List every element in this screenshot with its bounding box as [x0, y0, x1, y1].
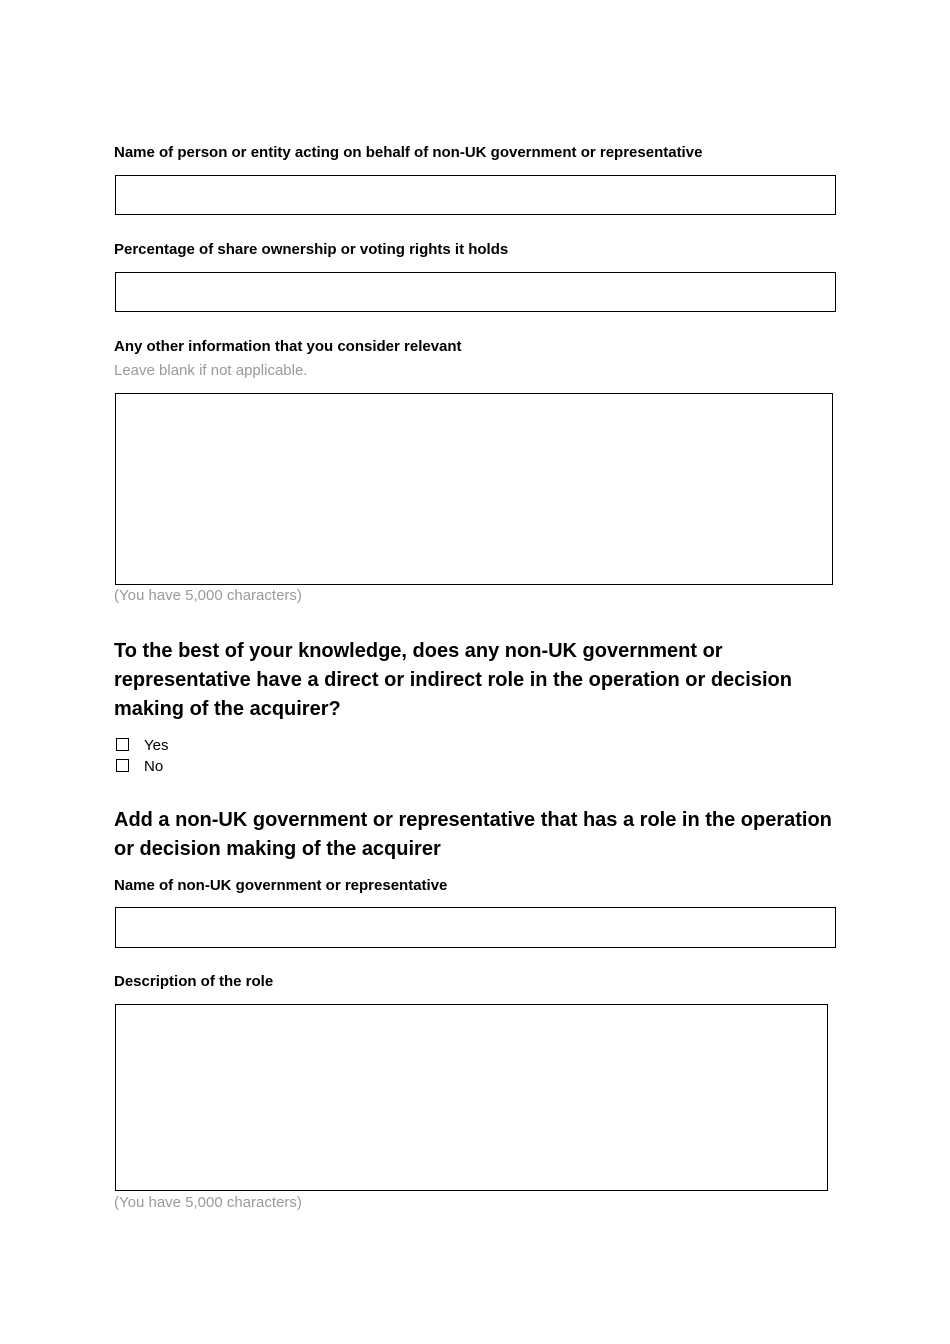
role-description-label: Description of the role [114, 973, 274, 990]
add-government-heading: Add a non-UK government or representative that has a role in the operation or decision making of the acquirer [114, 809, 832, 860]
entity-name-input[interactable] [115, 175, 836, 215]
government-name-label: Name of non-UK government or representative [114, 877, 448, 894]
yes-checkbox[interactable] [116, 738, 129, 751]
other-info-hint: Leave blank if not applicable. [114, 362, 308, 379]
entity-name-label: Name of person or entity acting on behalf of non-UK government or representative [114, 144, 703, 161]
yes-label: Yes [144, 737, 169, 754]
other-info-char-count: (You have 5,000 characters) [114, 587, 302, 604]
share-percentage-label: Percentage of share ownership or voting rights it holds [114, 241, 509, 258]
option-yes[interactable] [116, 738, 129, 751]
role-question-heading: To the best of your knowledge, does any non-UK government or representative have a direct or indirect role in the operation or decision making of the acquirer? [114, 640, 792, 720]
no-label: No [144, 758, 164, 775]
option-no[interactable] [116, 759, 129, 772]
role-description-char-count: (You have 5,000 characters) [114, 1194, 302, 1211]
other-info-label: Any other information that you consider relevant [114, 338, 462, 355]
share-percentage-input[interactable] [115, 272, 836, 312]
role-description-textarea[interactable] [115, 1004, 828, 1191]
government-name-input[interactable] [115, 907, 836, 948]
no-checkbox[interactable] [116, 759, 129, 772]
other-info-textarea[interactable] [115, 393, 833, 585]
